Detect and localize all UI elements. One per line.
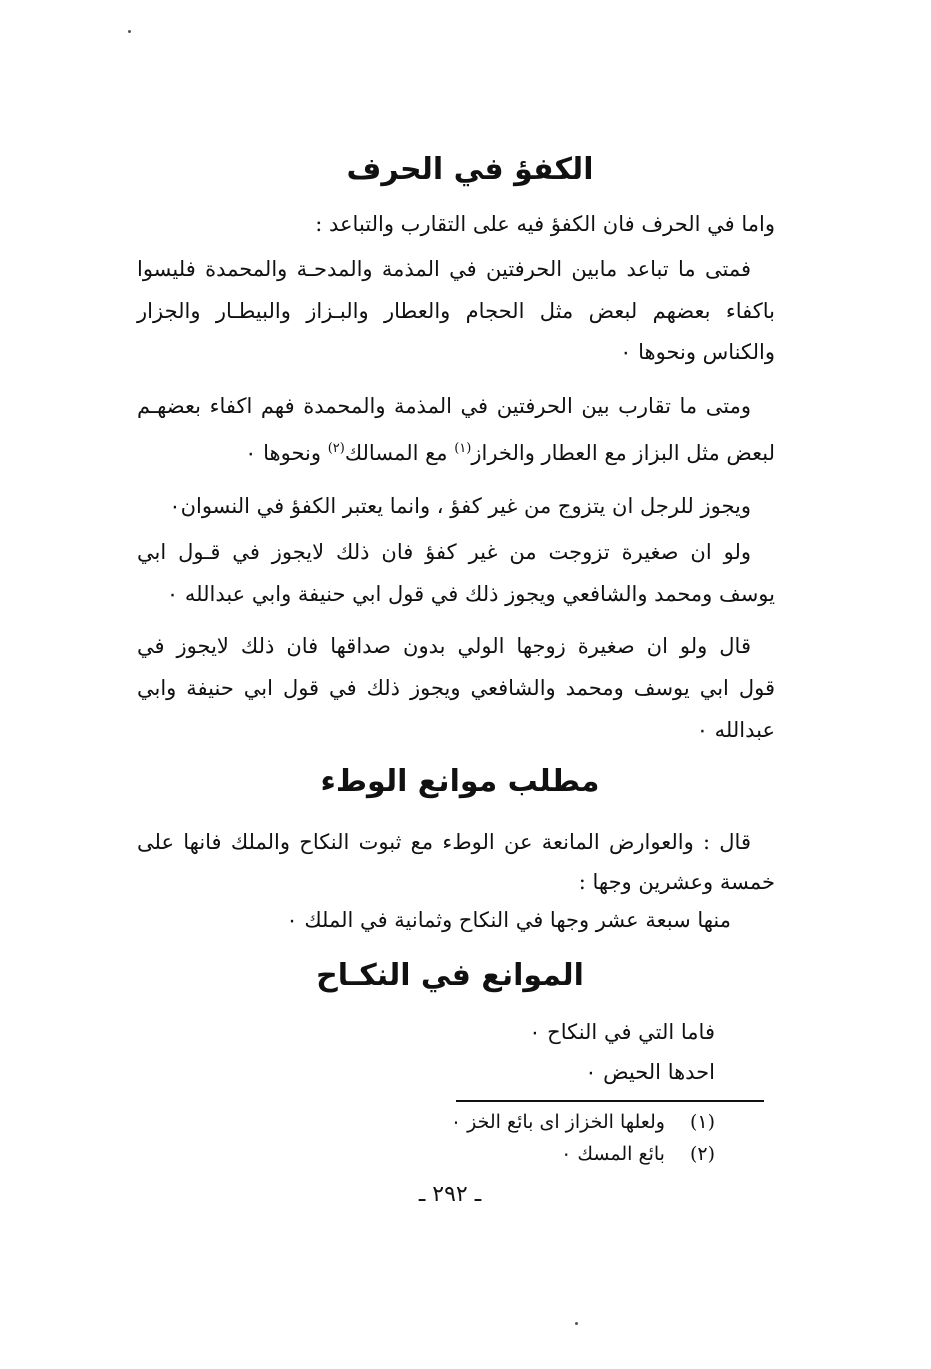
line-segment: ونحوها ٠ [245,441,321,465]
footnote-ref-1: (١) [454,441,472,456]
paragraph-line: ويجوز للرجل ان يتزوج من غير كفؤ ، وانما يعتبر الكفؤ في النسوان٠ [169,494,751,518]
footnote-separator [456,1100,764,1102]
paragraph-line: منها سبعة عشر وجها في النكاح وثمانية في الملك ٠ [286,908,731,932]
paragraph-line-with-refs [245,433,775,469]
paragraph-line: ولو ان صغيرة تزوجت من غير كفؤ فان ذلك لايجوز في قـول ابي [137,540,751,564]
footnote-number: (١) [689,1111,715,1133]
page-number: ـ ٢٩٢ ـ [418,1182,482,1207]
footnote-text: ولعلها الخزاز اى بائع الخز ٠ [450,1111,665,1133]
paragraph-line: فمتى ما تباعد مابين الحرفتين في المذمة والمدحـة والمحمدة فليسوا [137,257,751,281]
footnote-ref-2: (٢) [327,441,345,456]
paragraph-line: يوسف ومحمد والشافعي ويجوز ذلك في قول ابي حنيفة وابي عبدالله ٠ [166,582,775,606]
paragraph-line: قال : والعوارض المانعة عن الوطء مع ثبوت النكاح والملك فانها على [137,830,751,854]
footnote-number: (٢) [689,1143,715,1165]
scan-speck [128,30,131,33]
paragraph-line: احدها الحيض ٠ [585,1060,715,1084]
line-segment: مع المسالك [344,441,448,465]
footnote-2 [561,1140,715,1168]
paragraph-line: قال ولو ان صغيرة زوجها الولي بدون صداقها فان ذلك لايجوز في [137,634,751,658]
paragraph-line: خمسة وعشرين وجها : [578,870,775,894]
paragraph-line: عبدالله ٠ [696,718,775,742]
paragraph-line: والكناس ونحوها ٠ [620,340,775,364]
scan-speck [575,1322,578,1325]
section-heading-intercourse-impediments: مطلب موانع الوطء [320,764,600,799]
section-heading-marriage-impediments: الموانع في النكـاح [316,958,584,993]
footnote-1 [451,1108,715,1136]
section-heading-kafaa-in-craft: الكفؤ في الحرف [346,152,594,187]
paragraph-line: باكفاء بعضهم لبعض مثل الحجام والعطار والبـزاز والبيطـار والجزار [137,299,775,323]
paragraph-line: فاما التي في النكاح ٠ [529,1020,715,1044]
paragraph-line: قول ابي يوسف ومحمد والشافعي ويجوز ذلك في قول ابي حنيفة وابي [137,676,775,700]
paragraph-line: واما في الحرف فان الكفؤ فيه على التقارب والتباعد : [315,212,775,236]
line-segment: لبعض مثل البزاز مع العطار والخراز [471,441,775,465]
footnote-text: بائع المسك ٠ [561,1143,665,1165]
paragraph-line: ومتى ما تقارب بين الحرفتين في المذمة والمحمدة فهم اكفاء بعضهـم [137,394,751,418]
